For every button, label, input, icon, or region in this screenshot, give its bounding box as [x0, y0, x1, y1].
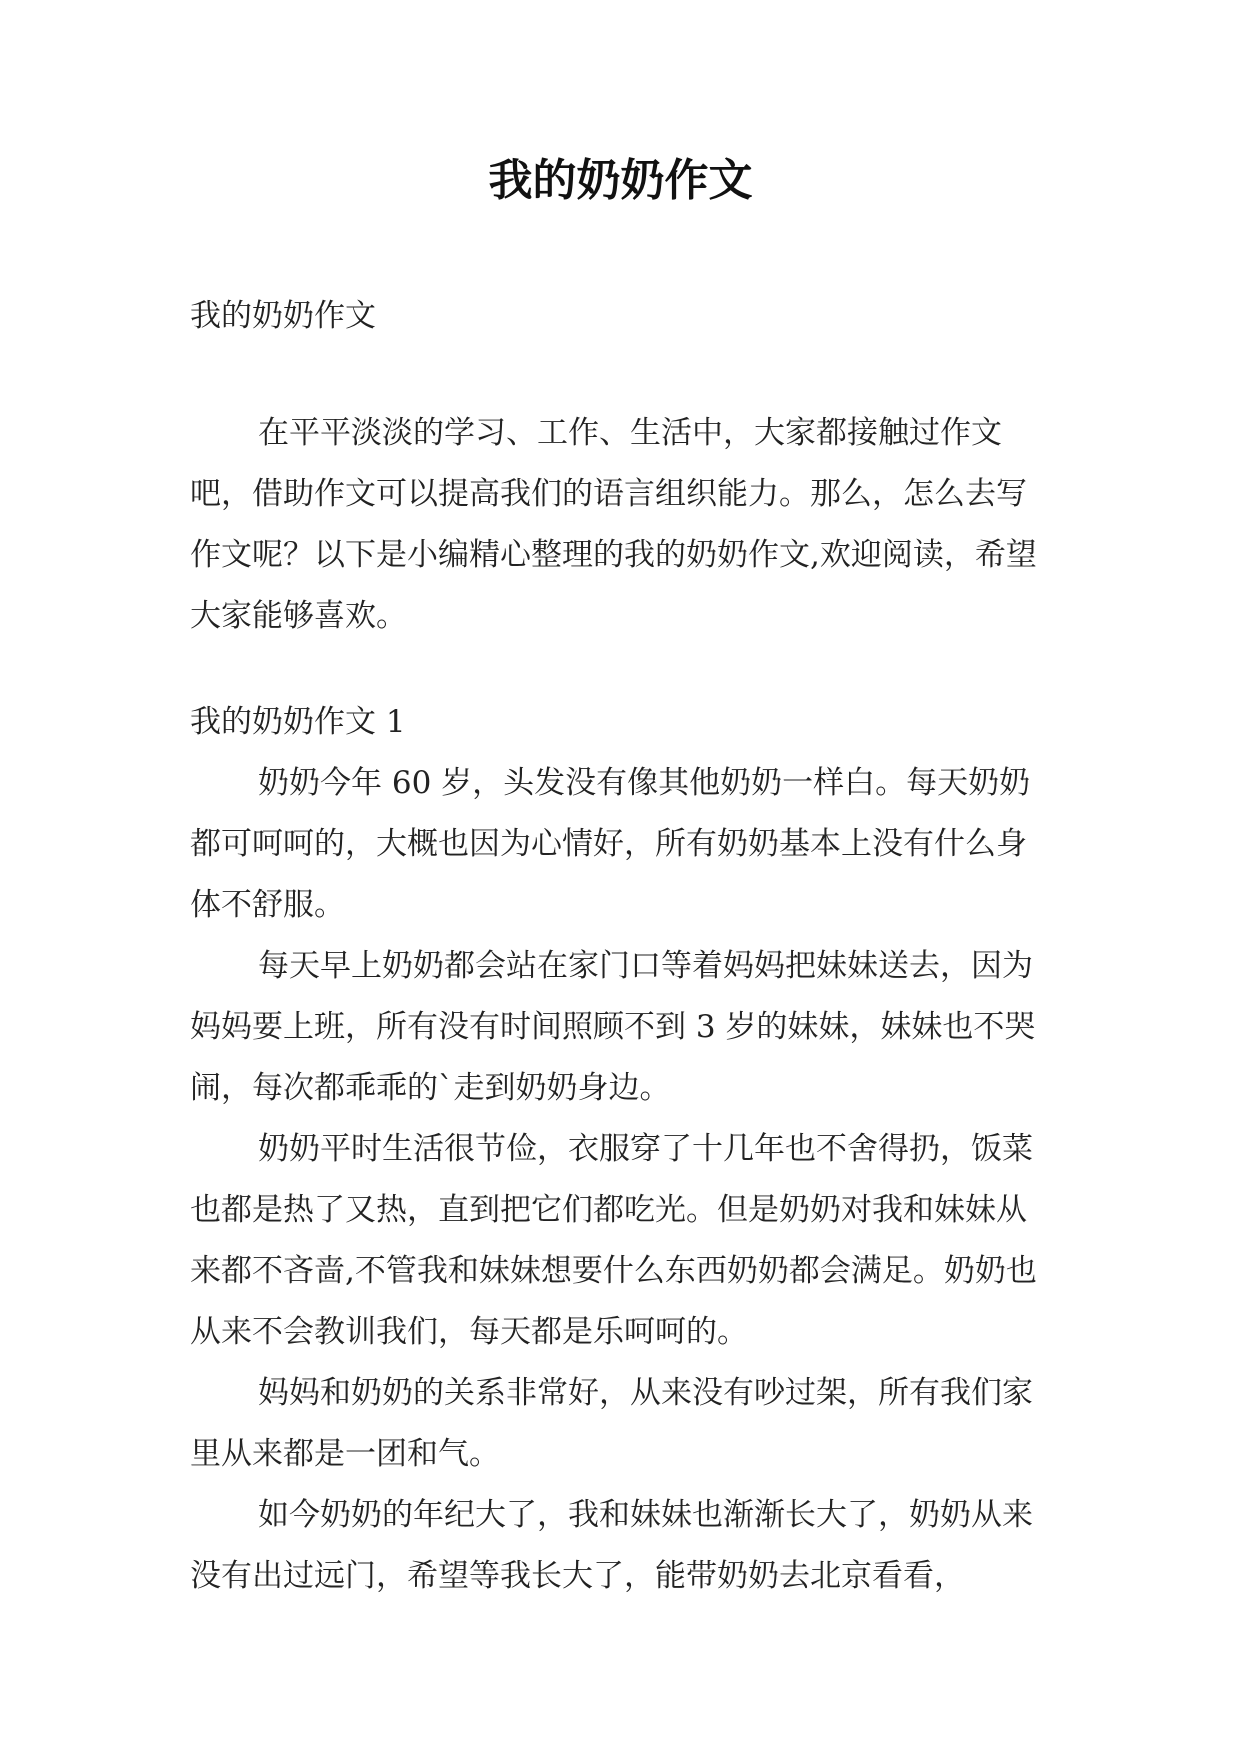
article-paragraph: 如今奶奶的年纪大了，我和妹妹也渐渐长大了，奶奶从来没有出过远门，希望等我长大了，能带奶奶去北京看看， [190, 1497, 1033, 1594]
article-paragraph: 奶奶平时生活很节俭，衣服穿了十几年也不舍得扔，饭菜也都是热了又热，直到把它们都吃光。但是奶奶对我和妹妹从来都不吝啬,不管我和妹妹想要什么东西奶奶都会满足。奶奶也从来不会教训我们，每天都是乐呵呵的。 [190, 1131, 1037, 1350]
intro-paragraph: 在平平淡淡的学习、工作、生活中，大家都接触过作文吧，借助作文可以提高我们的语言组织能力。那么，怎么去写作文呢？以下是小编精心整理的我的奶奶作文,欢迎阅读，希望大家能够喜欢。 [190, 415, 1037, 634]
section-heading: 我的奶奶作文 1 [190, 704, 406, 740]
article-paragraph: 每天早上奶奶都会站在家门口等着妈妈把妹妹送去，因为妈妈要上班，所有没有时间照顾不到 3 岁的妹妹，妹妹也不哭闹，每次都乖乖的`走到奶奶身边。 [190, 948, 1036, 1106]
article-paragraph: 妈妈和奶奶的关系非常好，从来没有吵过架，所有我们家里从来都是一团和气。 [190, 1375, 1033, 1472]
article-body [190, 753, 1056, 1607]
document-subtitle: 我的奶奶作文 [190, 298, 376, 334]
document-title: 我的奶奶作文 [488, 155, 753, 206]
article-paragraph: 奶奶今年 60 岁，头发没有像其他奶奶一样白。每天奶奶都可呵呵的，大概也因为心情好，所有奶奶基本上没有什么身体不舒服。 [190, 765, 1031, 923]
